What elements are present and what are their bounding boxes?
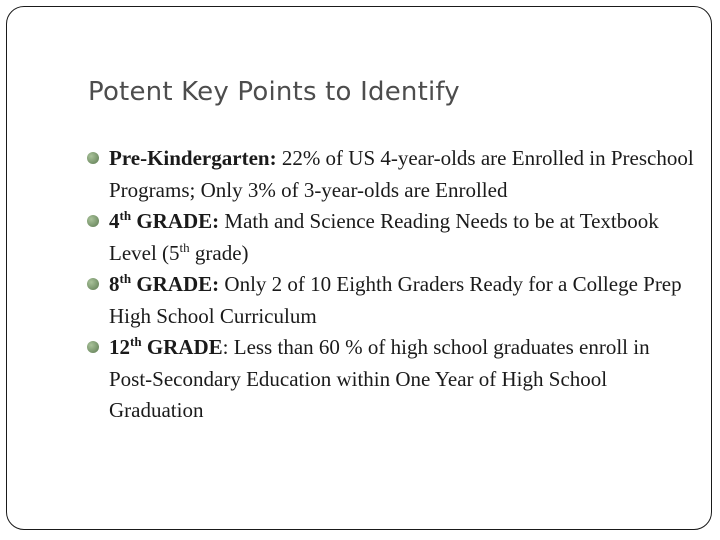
bullet-grade-number: 8 [109,272,120,296]
bullet-text: : Less than 60 % of high school graduates enroll in Post-Secondary Education within One Year of High School Graduation [109,335,650,422]
bullet-12th-grade [85,332,695,427]
bullet-list [85,143,695,427]
bullet-heading: GRADE: [131,272,220,296]
slide-frame [6,6,712,530]
bullet-heading: GRADE [141,335,223,359]
bullet-text: Only 2 of 10 Eighth Graders Ready for a College Prep High School Curriculum [109,272,682,328]
bullet-dot-icon [87,278,99,290]
bullet-grade-ordinal: th [119,208,132,223]
bullet-grade-ordinal: th [130,334,142,349]
slide-title: Potent Key Points to Identify [88,77,460,107]
bullet-text: Math and Science Reading Needs to be at Textbook Level (5 [109,209,659,265]
bullet-heading: Pre-Kindergarten: [109,146,277,170]
bullet-grade-number: 4 [109,209,120,233]
bullet-grade-number: 12 [109,335,130,359]
bullet-dot-icon [87,341,99,353]
bullet-4th-grade [85,206,695,269]
bullet-grade-ordinal: th [119,271,132,286]
bullet-heading: GRADE: [131,209,220,233]
bullet-pre-kindergarten [85,143,695,206]
bullet-dot-icon [87,152,99,164]
bullet-text-after: grade) [189,240,249,265]
bullet-8th-grade [85,269,695,332]
bullet-text: 22% of US 4-year-olds are Enrolled in Preschool Programs; Only 3% of 3-year-olds are Enrolled [109,146,694,202]
bullet-dot-icon [87,215,99,227]
bullet-text-ordinal: th [179,239,190,255]
